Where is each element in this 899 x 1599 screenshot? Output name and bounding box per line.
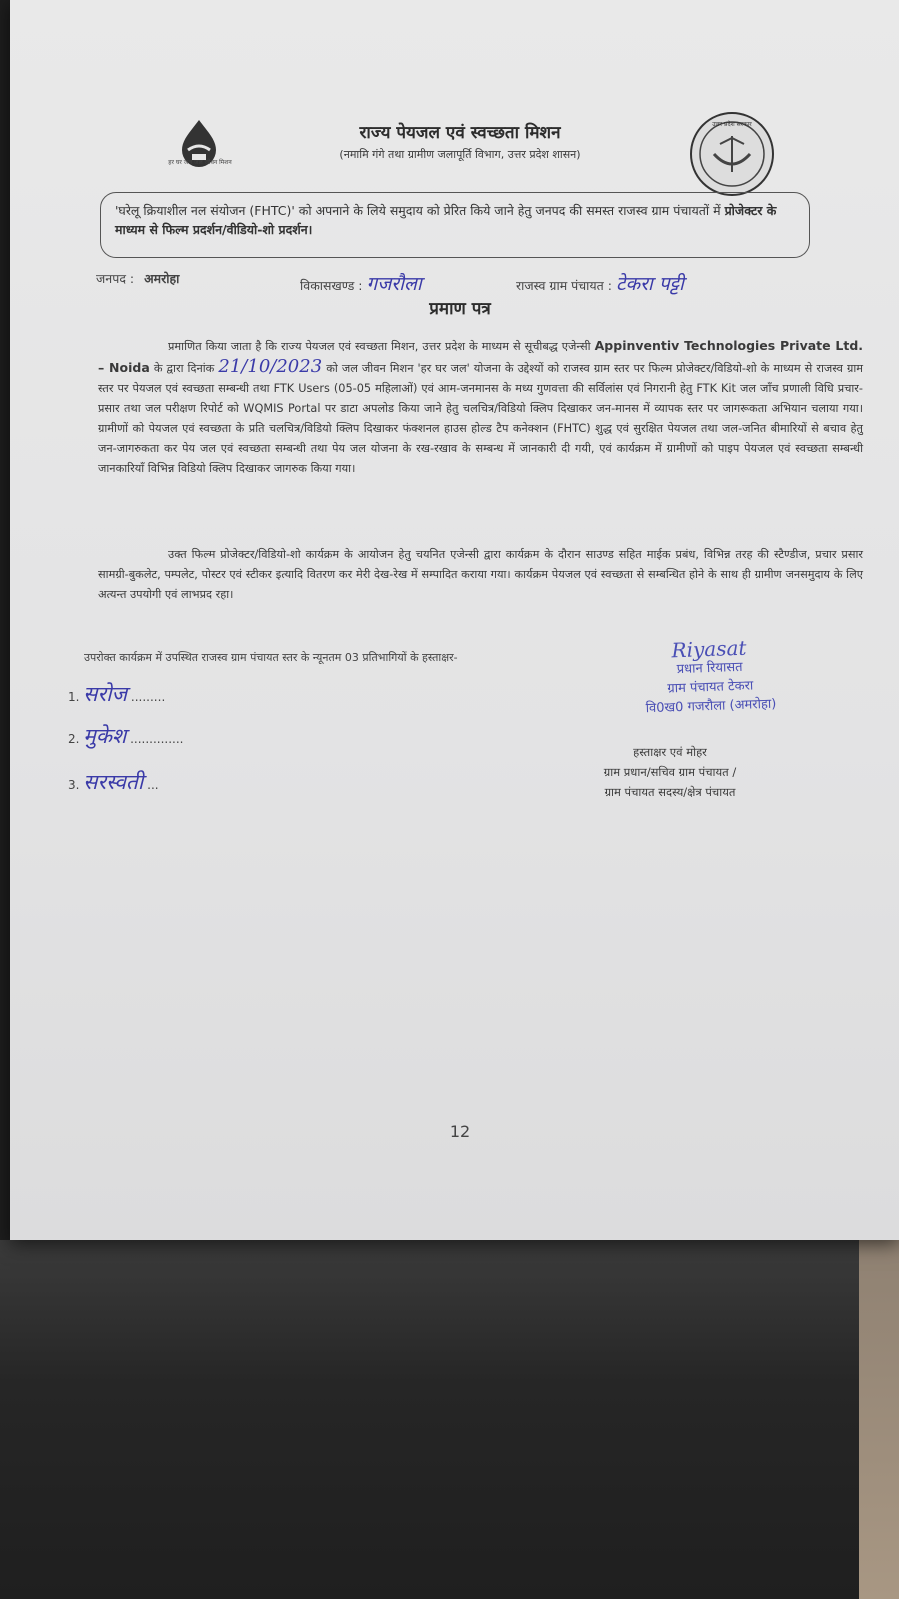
district-field <box>96 270 179 287</box>
banner-text: 'घरेलू क्रियाशील नल संयोजन (FHTC)' को अपनाने के लिये समुदाय को प्रेरित किये जाने हेतु जनपद की समस्त राजस्व ग्राम पंचायतों में <box>115 203 721 218</box>
participant-number: 1. <box>68 690 80 704</box>
sign-line-1: हस्ताक्षर एवं मोहर <box>633 745 707 759</box>
document-page <box>10 0 899 1240</box>
certificate-paragraph-1 <box>98 336 863 479</box>
background-dark-surface <box>0 1240 899 1599</box>
participant-signature: सरोज <box>83 682 128 706</box>
block-label: विकासखण्ड : <box>300 278 363 293</box>
signature-block <box>550 742 790 802</box>
participant-signature-2: 2. मुकेश .............. <box>68 724 184 748</box>
right-logo-text: उत्तर प्रदेश सरकार <box>712 121 752 128</box>
header-title: राज्य पेयजल एवं स्वच्छता मिशन <box>359 123 561 143</box>
pradhan-signature: Riyasat <box>671 635 747 663</box>
district-value: अमरोहा <box>144 271 180 286</box>
har-ghar-jal-logo <box>170 118 228 178</box>
participant-signature: मुकेश <box>83 724 127 748</box>
participant-number: 3. <box>68 778 80 792</box>
stamp-line-1: प्रधान रियासत <box>676 659 743 678</box>
participant-signature-1: 1. सरोज ......... <box>68 682 166 706</box>
stamp-line-3: वि0ख0 गजरौला (अमरोहा) <box>645 696 777 717</box>
sign-line-2: ग्राम प्रधान/सचिव ग्राम पंचायत / <box>603 765 737 779</box>
program-banner <box>100 192 810 258</box>
stamp-line-2: ग्राम पंचायत टेकरा <box>667 678 754 697</box>
event-date: 21/10/2023 <box>218 356 323 377</box>
page-number: 12 <box>449 1122 471 1141</box>
background-wood-corner <box>859 1240 899 1599</box>
agency-name: Appinventiv Technologies Private Ltd. – Noida <box>98 338 864 375</box>
participant-number: 2. <box>68 732 80 746</box>
participants-label: उपरोक्त कार्यक्रम में उपस्थित राजस्व ग्राम पंचायत स्तर के न्यूनतम 03 प्रतिभागियों के हस्ताक्षर- <box>84 651 458 664</box>
certificate-title: प्रमाण पत्र <box>429 299 491 319</box>
block-field <box>300 270 422 296</box>
para2-body: उक्त फिल्म प्रोजेक्टर/विडियो-शो कार्यक्रम के आयोजन हेतु चयनित एजेन्सी द्वारा कार्यक्रम के दौरान साउण्ड सहित माईक प्रबंध, विभिन्न तरह की स्टैण्डीज, प्रचार प्रसार सामग्री-बुकलेट, पम्पलेट, पोस्टर एवं स्टीकर इत्यादि वितरण कर मेरी देख-रेख में सम्पादित कराया गया। कार्यक्रम पेयजल एवं स्वच्छता से सम्बन्धित होने के साथ ही ग्रामीण जनसमुदाय के लिए अत्यन्त उपयोगी एवं लाभप्रद रहा। <box>98 548 863 601</box>
sign-line-3: ग्राम पंचायत सदस्य/क्षेत्र पंचायत <box>604 785 736 799</box>
village-value: टेकरा पट्टी <box>615 273 684 295</box>
left-logo-text: हर घर जल जल जीवन मिशन <box>168 159 232 166</box>
header-subtitle: (नमामि गंगे तथा ग्रामीण जलापूर्ति विभाग, उत्तर प्रदेश शासन) <box>339 148 581 161</box>
block-value: गजरौला <box>366 273 422 295</box>
para1-intro: प्रमाणित किया जाता है कि राज्य पेयजल एवं स्वच्छता मिशन, उत्तर प्रदेश के माध्यम से सूचीबद्ध एजेन्सी <box>168 340 591 353</box>
participant-signature-3: 3. सरस्वती ... <box>68 770 159 794</box>
district-label: जनपद : <box>96 271 135 286</box>
banner-bold-text: प्रोजेक्टर के माध्यम से फिल्म प्रदर्शन/वीडियो-शो प्रदर्शन। <box>115 203 777 237</box>
pradhan-stamp <box>609 637 812 720</box>
para1-body: को जल जीवन मिशन 'हर घर जल' योजना के उद्देश्यों को राजस्व ग्राम स्तर पर फिल्म प्रोजेक्टर/विडियो-शो के माध्यम से राजस्व ग्राम स्तर पर पेयजल एवं स्वच्छता सम्बन्धी तथा FTK Users (05-05 महिलाओं) एवं आम-जनमानस के मध्य गुणवत्ता की सर्विलांस एवं निगरानी हेतु FTK Kit जल जाँच प्रणाली विधि प्रचार-प्रसार तथा जल परीक्षण रिपोर्ट को WQMIS Portal पर डाटा अपलोड किया जाने हेतु चलचित्र/विडियो क्लिप दिखाकर जन-मानस में व्यापक स्तर पर जागरूकता अभियान चलाया गया। ग्रामीणों को पेयजल एवं स्वच्छता के प्रति चलचित्र/विडियो क्लिप दिखाकर फंक्शनल हाउस होल्ड टैप कनेक्शन (FHTC) शुद्ध एवं सुरक्षित पेयजल तथा जल-जनित बीमारियों से बचाव हेतु जन-जागरुकता कर पेय जल एवं स्वच्छता सम्बन्धी तथा पेय जल योजना के रख-रखाव के सम्बन्ध में जानकारी दी गयी, एवं कार्यक्रम में ग्रामीणों को पाइप पेयजल एवं स्वच्छता सम्बन्धी जानकारियाँ विभिन्न विडियो क्लिप दिखाकर जागरुक किया गया। <box>98 362 864 475</box>
up-govt-emblem <box>690 112 774 196</box>
certificate-paragraph-2 <box>98 545 863 605</box>
participant-signature: सरस्वती <box>83 770 144 794</box>
para1-date-label: के द्वारा दिनांक <box>153 362 215 375</box>
village-field <box>516 270 684 296</box>
village-label: राजस्व ग्राम पंचायत : <box>516 278 612 293</box>
